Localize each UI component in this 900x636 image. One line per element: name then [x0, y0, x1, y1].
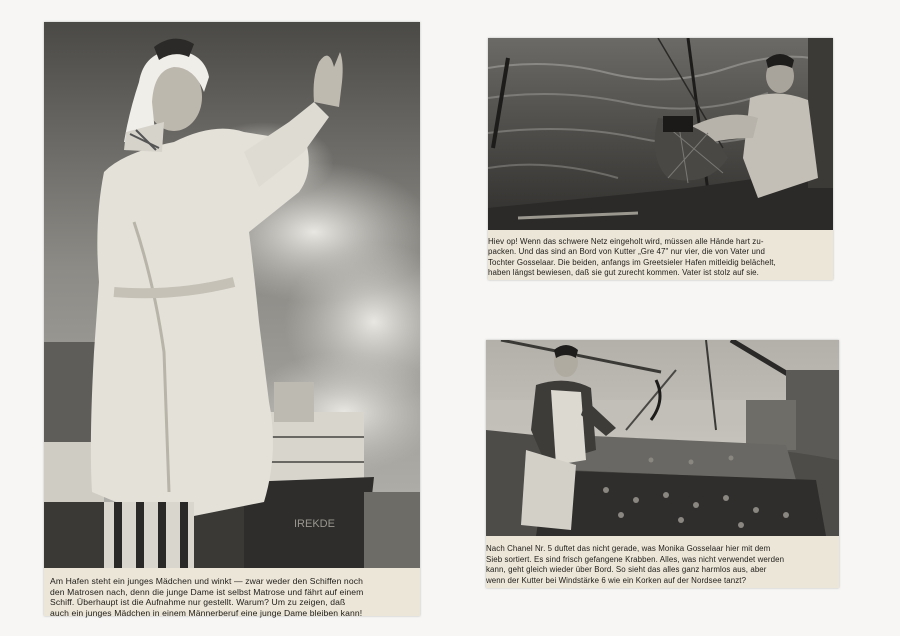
left-clipping: [44, 22, 420, 616]
woman-waving-photo: [44, 22, 420, 568]
caption-line: kann, geht gleich wieder über Bord. So sieht das alles ganz harmlos aus, aber: [486, 565, 767, 575]
caption-line: packen. Und das sind an Bord von Kutter „Gre 47" nur vier, die von Vater und: [488, 247, 765, 257]
left-caption: [50, 576, 416, 618]
right-top-caption: [488, 237, 833, 279]
right-top-clipping: [488, 38, 833, 280]
caption-line: Nach Chanel Nr. 5 duftet das nicht gerade, was Monika Gosselaar hier mit dem: [486, 544, 771, 553]
caption-line: auch ein junges Mädchen in einem Männerberuf eine junge Dame bleiben kann!: [50, 607, 363, 618]
caption-line: haben längst bewiesen, daß sie gut zurecht kommen. Vater ist stolz auf sie.: [488, 268, 759, 278]
svg-text:IREKDE: IREKDE: [294, 518, 335, 530]
caption-line: Schiff. Überhaupt ist die Aufnahme nur gestellt. Warum? Um zu zeigen, daß: [50, 597, 346, 608]
caption-line: Tochter Gosselaar. Die beiden, anfangs im Greetsieler Hafen mitleidig belächelt,: [488, 257, 776, 267]
right-bottom-clipping: [486, 340, 839, 588]
caption-line: den Matrosen nach, denn die junge Dame ist selbst Matrose und fährt auf einem: [50, 586, 364, 597]
fishermen-net-photo: [488, 38, 833, 230]
caption-line: Hiev op! Wenn das schwere Netz eingeholt wird, müssen alle Hände hart zu-: [488, 237, 764, 246]
right-bottom-caption: [486, 544, 839, 586]
caption-line: Sieb sortiert. Es sind frisch gefangene Krabben. Alles, was nicht verwendet werden: [486, 554, 785, 564]
sorting-crabs-photo: [486, 340, 839, 536]
caption-line: Am Hafen steht ein junges Mädchen und winkt — zwar weder den Schiffen noch: [50, 576, 363, 586]
caption-line: wenn der Kutter bei Windstärke 6 wie ein Korken auf der Nordsee tanzt?: [486, 575, 747, 585]
